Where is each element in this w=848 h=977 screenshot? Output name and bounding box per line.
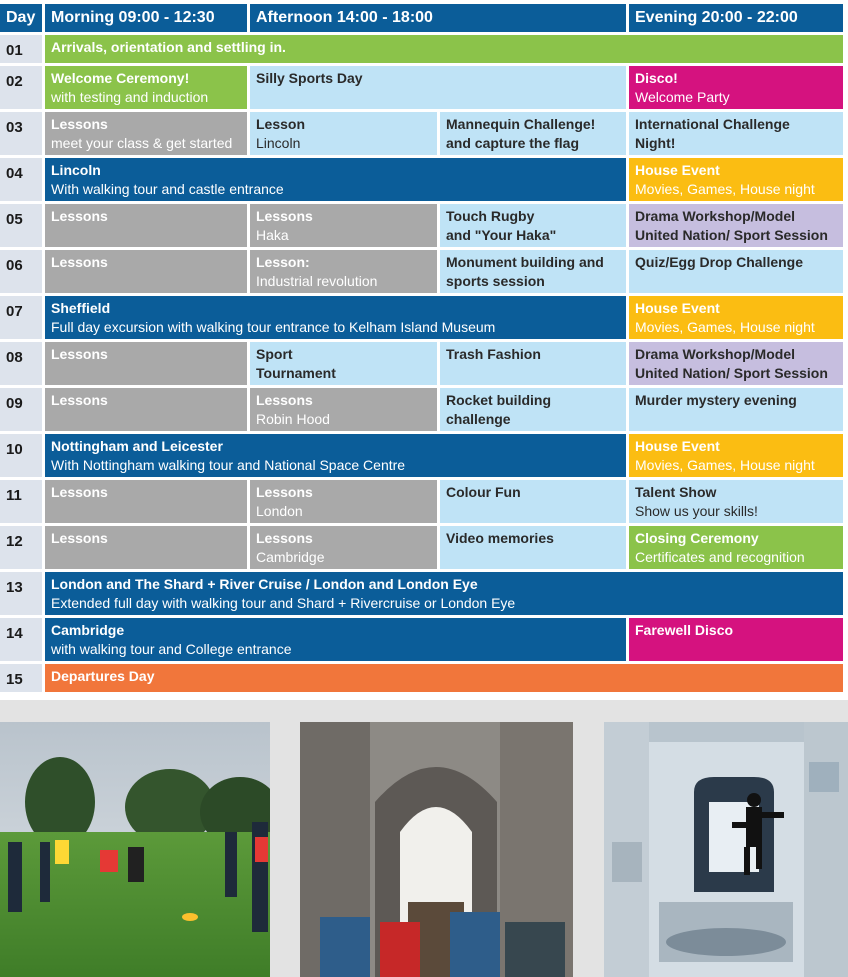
schedule-cell bbox=[440, 204, 626, 247]
schedule-cell bbox=[45, 35, 843, 63]
cell-title: Cambridge bbox=[51, 622, 125, 638]
cell-title: House Event bbox=[635, 162, 720, 178]
cell-title: Video memories bbox=[446, 530, 554, 546]
schedule-cell bbox=[250, 66, 626, 109]
cell-title: Lessons bbox=[51, 254, 108, 270]
day-number: 05 bbox=[0, 204, 42, 247]
cell-title: House Event bbox=[635, 300, 720, 316]
cell-title: Lessons bbox=[51, 530, 108, 546]
schedule-cell bbox=[440, 250, 626, 293]
cell-title: Lessons bbox=[256, 530, 313, 546]
cell-title: Lessons bbox=[256, 484, 313, 500]
cell-detail: Movies, Games, House night bbox=[635, 181, 815, 197]
schedule-cell bbox=[250, 526, 437, 569]
schedule-cell bbox=[45, 664, 843, 692]
cell-title: International Challenge bbox=[635, 116, 790, 132]
schedule-cell bbox=[45, 296, 626, 339]
cell-detail: Welcome Party bbox=[635, 89, 730, 105]
schedule-cell bbox=[45, 618, 626, 661]
schedule-cell bbox=[45, 158, 626, 201]
schedule-cell bbox=[250, 112, 437, 155]
schedule-cell bbox=[629, 618, 843, 661]
cell-title: House Event bbox=[635, 438, 720, 454]
day-number: 14 bbox=[0, 618, 42, 661]
cell-detail: United Nation/ Sport Session bbox=[635, 365, 828, 381]
schedule-cell bbox=[45, 66, 247, 109]
schedule-cell bbox=[45, 434, 626, 477]
schedule-cell bbox=[45, 342, 247, 385]
cell-detail: Movies, Games, House night bbox=[635, 457, 815, 473]
cell-title: Lessons bbox=[256, 208, 313, 224]
cell-detail: and "Your Haka" bbox=[446, 227, 557, 243]
cell-title: London and The Shard + River Cruise / London and London Eye bbox=[51, 576, 478, 592]
day-number: 11 bbox=[0, 480, 42, 523]
day-number: 01 bbox=[0, 35, 42, 63]
schedule-cell bbox=[250, 388, 437, 431]
cell-title: Lessons bbox=[51, 484, 108, 500]
cell-title: Nottingham and Leicester bbox=[51, 438, 223, 454]
schedule-cell bbox=[440, 112, 626, 155]
cell-detail: with testing and induction bbox=[51, 89, 209, 105]
schedule-cell bbox=[629, 250, 843, 293]
schedule-cell bbox=[45, 112, 247, 155]
castle-gate-photo bbox=[300, 722, 573, 977]
header-evening: Evening 20:00 - 22:00 bbox=[629, 4, 843, 32]
cell-detail: With Nottingham walking tour and National Space Centre bbox=[51, 457, 406, 473]
cell-title: Lincoln bbox=[51, 162, 101, 178]
cell-title: Mannequin Challenge! bbox=[446, 116, 596, 132]
cell-title: Lesson: bbox=[256, 254, 310, 270]
cell-detail: United Nation/ Sport Session bbox=[635, 227, 828, 243]
cell-detail: Show us your skills! bbox=[635, 503, 758, 519]
sports-field-photo bbox=[0, 722, 270, 977]
cell-title: Lessons bbox=[51, 346, 108, 362]
schedule-cell bbox=[440, 342, 626, 385]
schedule-cell bbox=[250, 250, 437, 293]
day-number: 07 bbox=[0, 296, 42, 339]
cell-title: Lessons bbox=[256, 392, 313, 408]
cell-detail: with walking tour and College entrance bbox=[51, 641, 292, 657]
schedule-cell bbox=[629, 388, 843, 431]
cell-title: Departures Day bbox=[51, 668, 155, 684]
cell-title: Lessons bbox=[51, 116, 108, 132]
cell-title: Murder mystery evening bbox=[635, 392, 797, 408]
space-centre-photo bbox=[604, 722, 848, 977]
day-number: 09 bbox=[0, 388, 42, 431]
schedule-cell bbox=[250, 342, 437, 385]
day-number: 04 bbox=[0, 158, 42, 201]
schedule-cell bbox=[629, 342, 843, 385]
cell-detail: Cambridge bbox=[256, 549, 325, 565]
cell-detail: Extended full day with walking tour and Shard + Rivercruise or London Eye bbox=[51, 595, 516, 611]
cell-title: Arrivals, orientation and settling in. bbox=[51, 39, 286, 55]
cell-title: Farewell Disco bbox=[635, 622, 734, 638]
cell-title: Monument building and bbox=[446, 254, 604, 270]
cell-title: Silly Sports Day bbox=[256, 70, 363, 86]
cell-detail: sports session bbox=[446, 273, 545, 289]
schedule-cell bbox=[629, 480, 843, 523]
cell-detail: Full day excursion with walking tour entrance to Kelham Island Museum bbox=[51, 319, 496, 335]
cell-title: Welcome Ceremony! bbox=[51, 70, 190, 86]
cell-title: Touch Rugby bbox=[446, 208, 535, 224]
schedule-cell bbox=[629, 204, 843, 247]
cell-detail: Movies, Games, House night bbox=[635, 319, 815, 335]
schedule-cell bbox=[629, 526, 843, 569]
schedule-cell bbox=[45, 204, 247, 247]
schedule-cell bbox=[629, 296, 843, 339]
cell-detail: Night! bbox=[635, 135, 676, 151]
header-afternoon: Afternoon 14:00 - 18:00 bbox=[250, 4, 626, 32]
schedule-cell bbox=[629, 434, 843, 477]
schedule-cell bbox=[440, 388, 626, 431]
schedule-cell bbox=[629, 66, 843, 109]
day-number: 12 bbox=[0, 526, 42, 569]
schedule-cell bbox=[250, 480, 437, 523]
cell-title: Sport bbox=[256, 346, 293, 362]
cell-title: Lessons bbox=[51, 208, 108, 224]
day-number: 15 bbox=[0, 664, 42, 692]
cell-title: Rocket building bbox=[446, 392, 551, 408]
schedule-cell bbox=[45, 480, 247, 523]
cell-detail: meet your class & get started bbox=[51, 135, 233, 151]
schedule-cell bbox=[45, 388, 247, 431]
cell-title: Lesson bbox=[256, 116, 306, 132]
day-number: 08 bbox=[0, 342, 42, 385]
day-number: 10 bbox=[0, 434, 42, 477]
cell-detail: challenge bbox=[446, 411, 511, 427]
schedule-cell bbox=[629, 112, 843, 155]
photo-strip bbox=[0, 700, 848, 977]
cell-title: Drama Workshop/Model bbox=[635, 208, 795, 224]
cell-detail: With walking tour and castle entrance bbox=[51, 181, 284, 197]
cell-detail: Industrial revolution bbox=[256, 273, 378, 289]
day-number: 02 bbox=[0, 66, 42, 109]
schedule-cell bbox=[45, 572, 843, 615]
cell-detail: Lincoln bbox=[256, 135, 301, 151]
cell-title: Quiz/Egg Drop Challenge bbox=[635, 254, 804, 270]
day-number: 06 bbox=[0, 250, 42, 293]
cell-title: Talent Show bbox=[635, 484, 717, 500]
cell-title: Closing Ceremony bbox=[635, 530, 759, 546]
schedule-cell bbox=[440, 480, 626, 523]
cell-detail: Haka bbox=[256, 227, 289, 243]
cell-title: Trash Fashion bbox=[446, 346, 541, 362]
cell-title: Lessons bbox=[51, 392, 108, 408]
schedule-cell bbox=[45, 526, 247, 569]
cell-detail: Tournament bbox=[256, 365, 336, 381]
cell-title: Disco! bbox=[635, 70, 678, 86]
header-day: Day bbox=[0, 4, 42, 32]
schedule-cell bbox=[440, 526, 626, 569]
day-number: 03 bbox=[0, 112, 42, 155]
cell-title: Colour Fun bbox=[446, 484, 521, 500]
cell-title: Drama Workshop/Model bbox=[635, 346, 795, 362]
header-morning: Morning 09:00 - 12:30 bbox=[45, 4, 247, 32]
schedule-cell bbox=[250, 204, 437, 247]
schedule-cell bbox=[629, 158, 843, 201]
cell-detail: Robin Hood bbox=[256, 411, 330, 427]
cell-detail: and capture the flag bbox=[446, 135, 580, 151]
cell-title: Sheffield bbox=[51, 300, 111, 316]
schedule-cell bbox=[45, 250, 247, 293]
day-number: 13 bbox=[0, 572, 42, 615]
cell-detail: London bbox=[256, 503, 303, 519]
cell-detail: Certificates and recognition bbox=[635, 549, 805, 565]
